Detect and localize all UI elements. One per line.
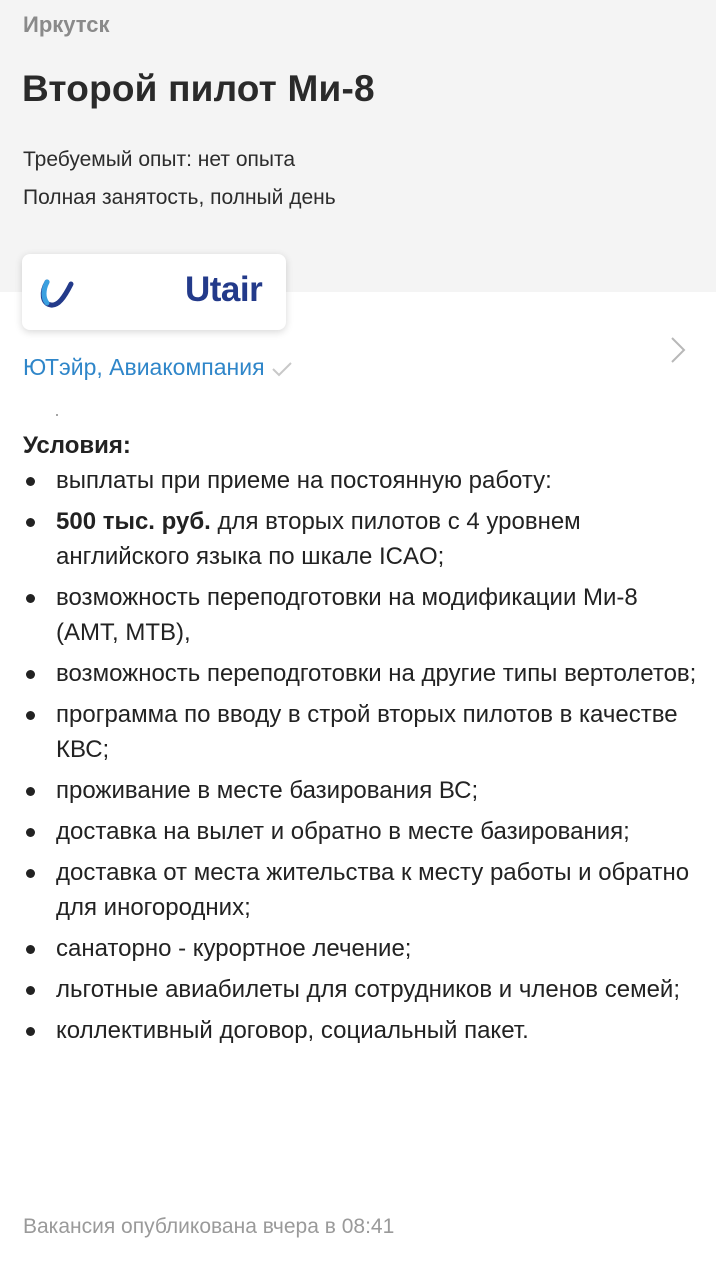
list-item: возможность переподготовки на модификации Ми-8 (АМТ, МТВ), (23, 580, 699, 650)
check-icon (271, 361, 293, 377)
list-item: 500 тыс. руб. для вторых пилотов с 4 уровнем английского языка по шкале ICAO; (23, 504, 699, 574)
list-item: проживание в месте базирования ВС; (23, 773, 699, 808)
vacancy-title: Второй пилот Ми-8 (22, 68, 375, 109)
list-item: санаторно - курортное лечение; (23, 931, 699, 966)
experience-requirement: Требуемый опыт: нет опыта (23, 148, 296, 171)
conditions-section (23, 428, 699, 1054)
employment-type: Полная занятость, полный день (23, 186, 336, 209)
company-name[interactable]: ЮТэйр, Авиакомпания (23, 354, 265, 380)
conditions-list (23, 463, 699, 1048)
separator-dot (56, 414, 58, 416)
company-logo-wordmark: Utair (185, 270, 263, 309)
company-logo-card[interactable] (22, 254, 286, 330)
company-link[interactable] (23, 354, 293, 381)
vacancy-header (0, 0, 716, 292)
list-item: коллективный договор, социальный пакет. (23, 1013, 699, 1048)
utair-logo-mark-icon (38, 274, 80, 314)
list-item: программа по вводу в строй вторых пилотов в качестве КВС; (23, 697, 699, 767)
conditions-title: Условия: (23, 432, 131, 459)
published-date: Вакансия опубликована вчера в 08:41 (23, 1215, 395, 1238)
list-item: возможность переподготовки на другие типы вертолетов; (23, 656, 699, 691)
vacancy-city: Иркутск (23, 12, 110, 37)
list-item: доставка от места жительства к месту работы и обратно для иногородних; (23, 855, 699, 925)
chevron-right-icon[interactable] (668, 336, 688, 364)
list-item: доставка на вылет и обратно в месте базирования; (23, 814, 699, 849)
list-item: выплаты при приеме на постоянную работу: (23, 463, 699, 498)
list-item: льготные авиабилеты для сотрудников и членов семей; (23, 972, 699, 1007)
